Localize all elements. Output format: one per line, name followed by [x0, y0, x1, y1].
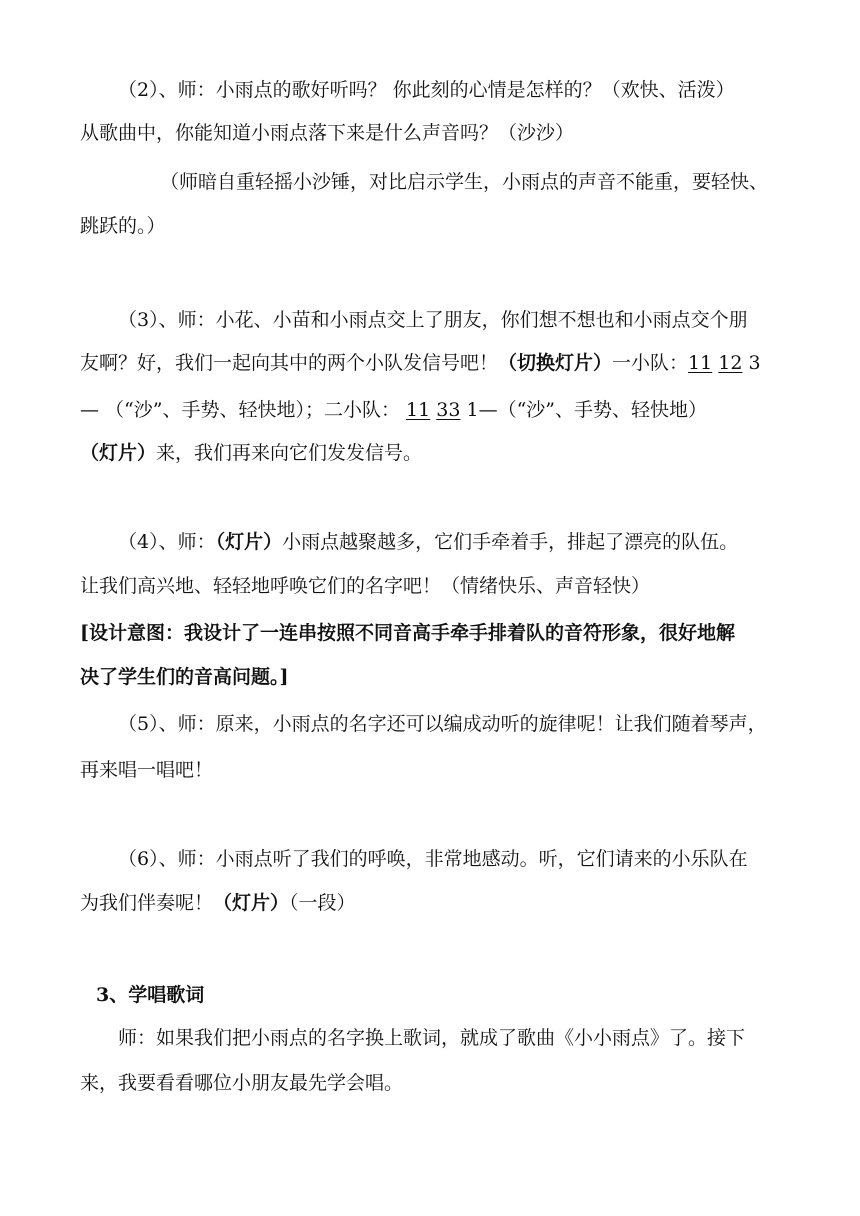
slide-cue: （灯片） — [80, 442, 157, 464]
p5-line2: 再来唱一唱吧！ — [80, 759, 214, 781]
p2-line2: 从歌曲中，你能知道小雨点落下来是什么声音吗？（沙沙） — [80, 122, 575, 144]
team1-notes-3: 3 — [742, 352, 761, 374]
p3-line3-text: — （“沙”、手势、轻快地）；二小队： — [80, 399, 400, 421]
team1-notes-2: 12 — [718, 352, 743, 374]
team1-notes-1: 11 — [688, 352, 713, 374]
p4-line1 — [118, 529, 738, 555]
p3-line2-text: 友啊？好，我们一起向其中的两个小队发信号吧！ — [80, 352, 499, 374]
design-intent-line1: [设计意图：我设计了一连串按照不同音高手牵手排着队的音符形象，很好地解 — [80, 622, 735, 644]
section3-line1: 师：如果我们把小雨点的名字换上歌词，就成了歌曲《小小雨点》了。接下 — [118, 1027, 746, 1049]
slide-cue: （灯片） — [213, 892, 290, 914]
p3-line3 — [80, 397, 707, 423]
p6-line2 — [80, 890, 356, 916]
p2-line4: 跳跃的。） — [80, 215, 166, 237]
p4-line1-prefix: （4）、师： — [118, 531, 216, 553]
p6-line1: （6）、师：小雨点听了我们的呼唤，非常地感动。听，它们请来的小乐队在 — [118, 848, 748, 870]
team2-notes-1: 11 — [406, 399, 431, 421]
p4-line1-text: 小雨点越聚越多，它们手牵着手，排起了漂亮的队伍。 — [282, 531, 739, 553]
p5-line1: （5）、师：原来，小雨点的名字还可以编成动听的旋律呢！让我们随着琴声， — [118, 713, 767, 735]
section3-line2: 来，我要看看哪位小朋友最先学会唱。 — [80, 1072, 404, 1094]
p2-line1: （2）、师：小雨点的歌好听吗？ 你此刻的心情是怎样的？（欢快、活泼） — [118, 79, 735, 101]
p2-line3: （师暗自重轻摇小沙锤，对比启示学生，小雨点的声音不能重，要轻快、 — [160, 171, 769, 193]
team2-notes-2: 33 — [436, 399, 461, 421]
p3-line1: （3）、师：小花、小苗和小雨点交上了朋友，你们想不想也和小雨点交个朋 — [118, 309, 748, 331]
team1-label: 一小队： — [612, 352, 689, 374]
p3-line4-text: 来，我们再来向它们发发信号。 — [156, 442, 423, 464]
section-heading: 3、学唱歌词 — [96, 984, 205, 1006]
team2-notes-rest: 1—（“沙”、手势、轻快地） — [460, 399, 707, 421]
slide-switch-cue: （切换灯片） — [498, 352, 613, 374]
p4-line2: 让我们高兴地、轻轻地呼唤它们的名字吧！（情绪快乐、声音轻快） — [80, 575, 651, 597]
p6-line2-text: 为我们伴奏呢！ — [80, 892, 214, 914]
design-intent-line2: 决了学生们的音高问题。] — [80, 666, 289, 688]
slide-cue: （灯片） — [215, 531, 283, 553]
p6-line2-suffix: （一段） — [289, 892, 356, 914]
p3-line4 — [80, 440, 422, 466]
p3-line2 — [80, 350, 761, 376]
